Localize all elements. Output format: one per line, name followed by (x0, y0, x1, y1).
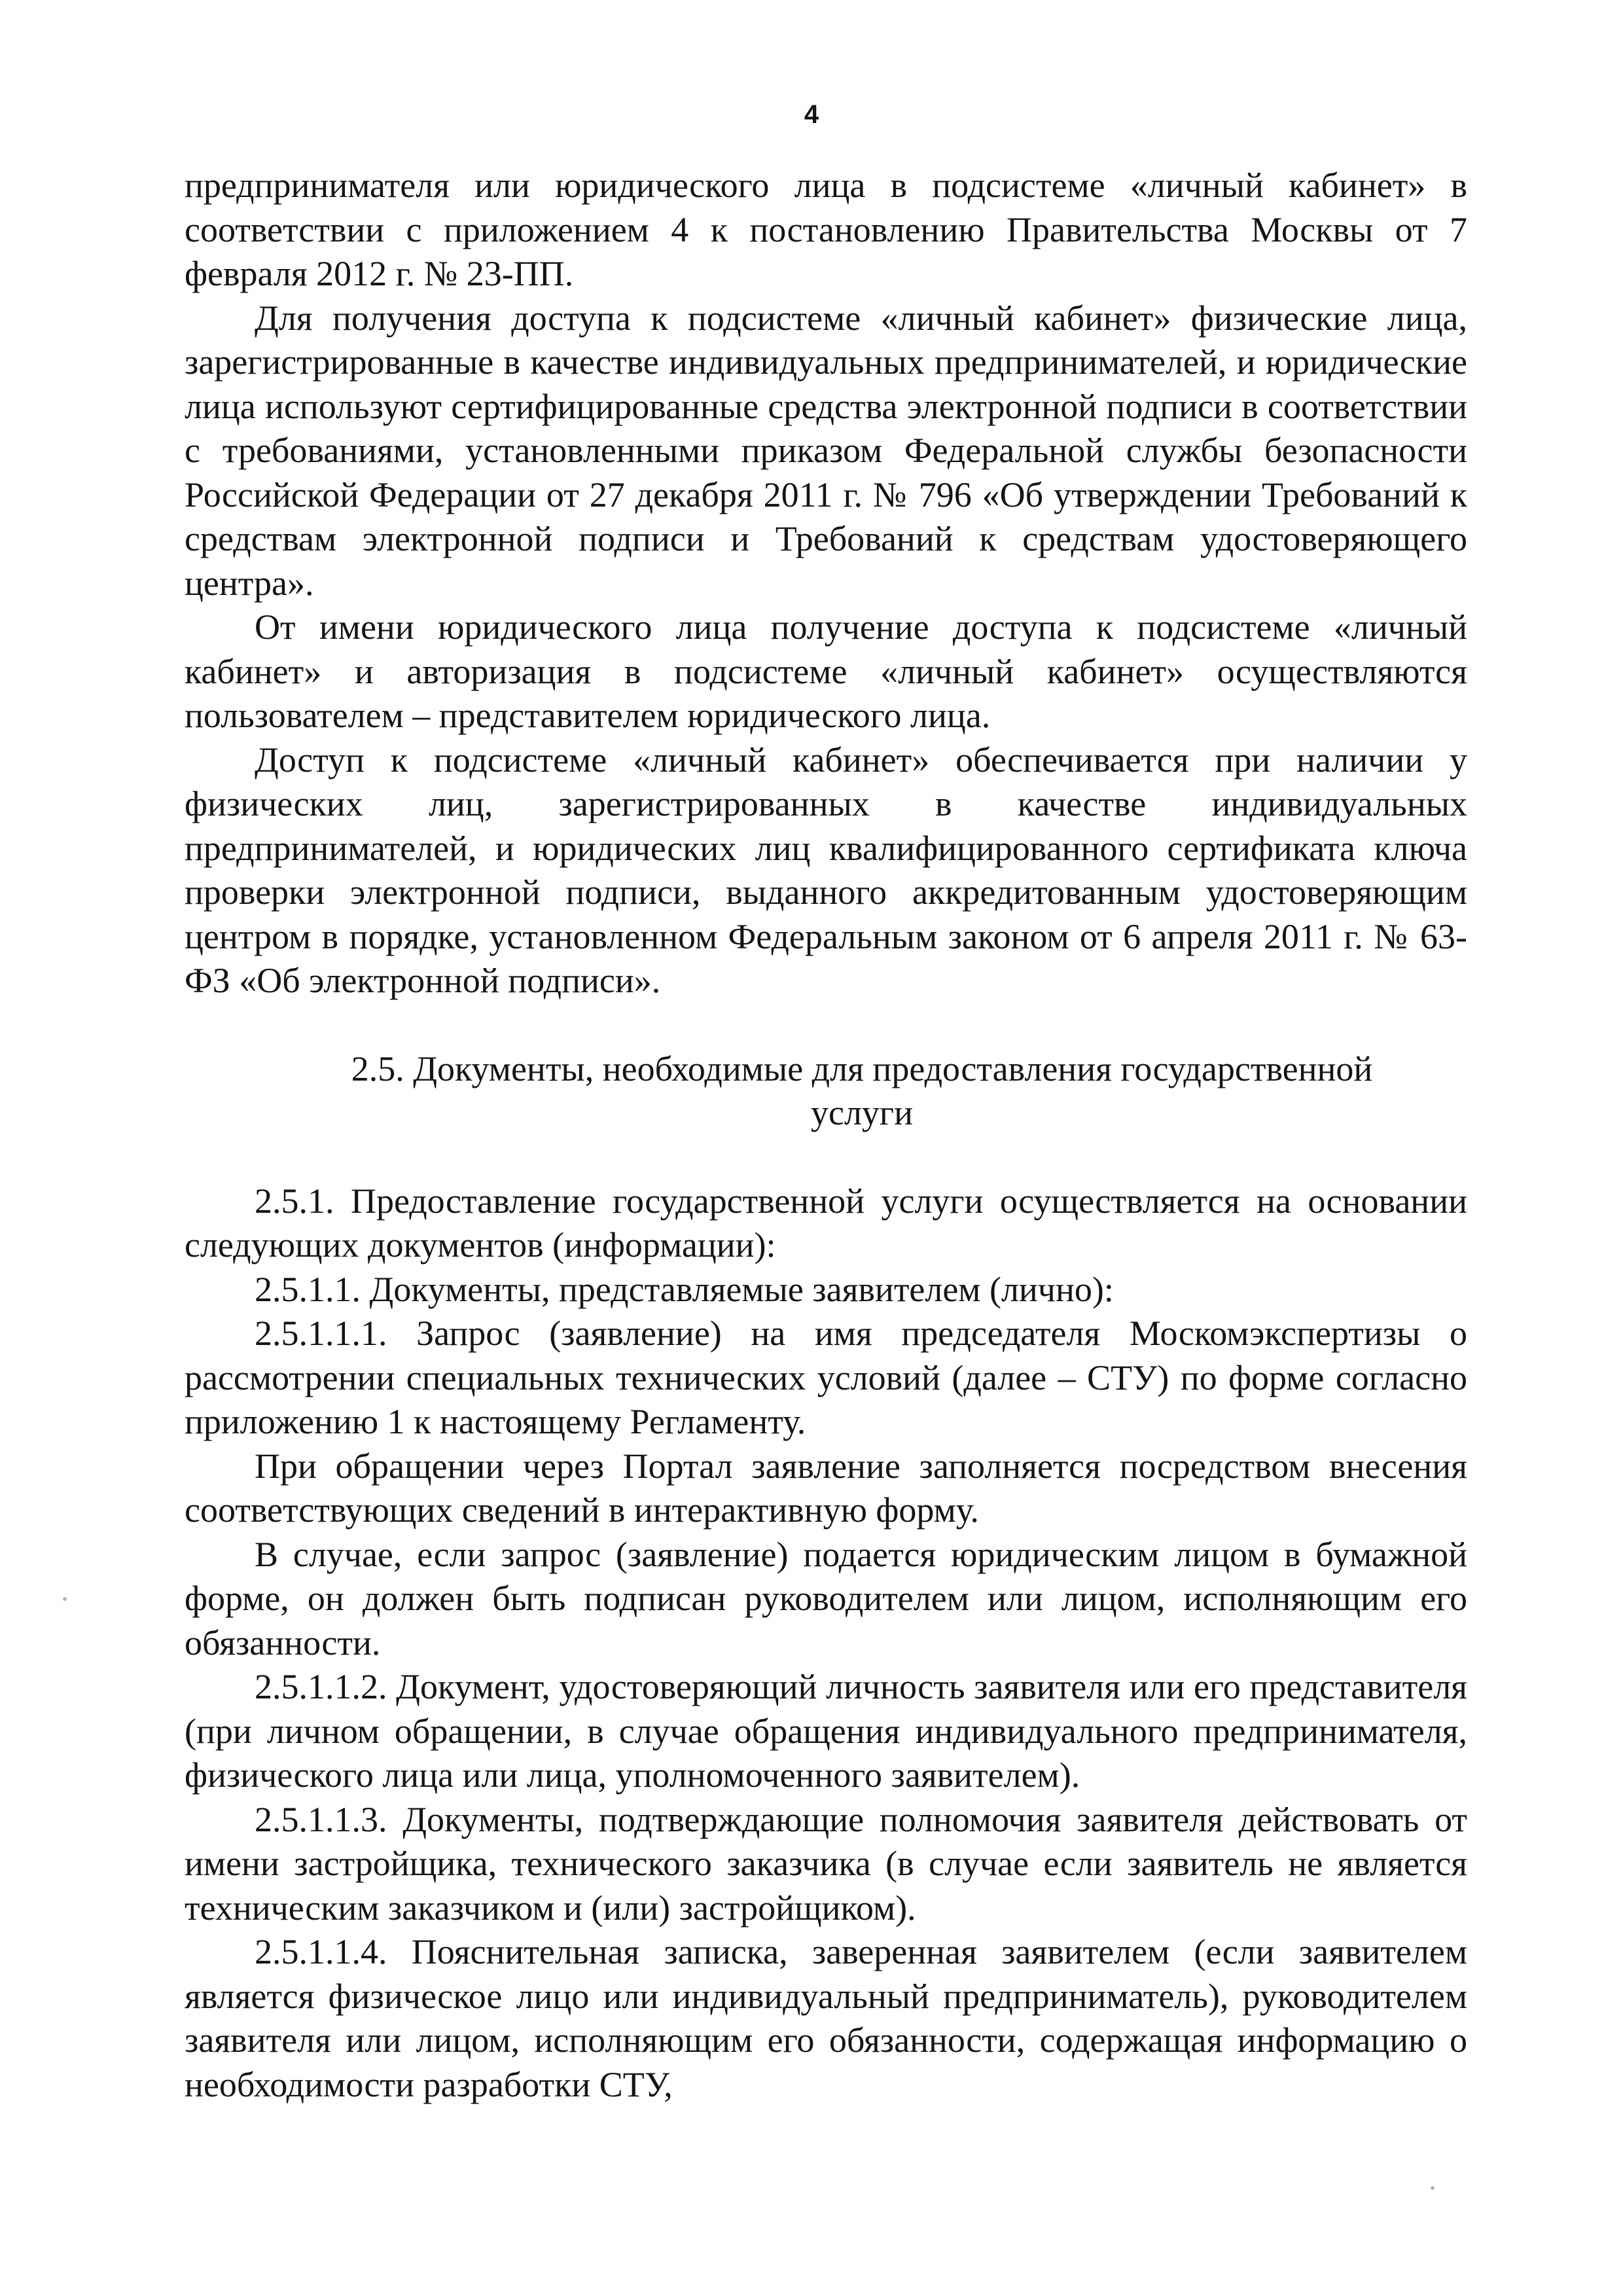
section-heading (185, 1047, 1467, 1136)
section-heading-line-1: 2.5. Документы, необходимые для предоставления государственной (351, 1049, 1373, 1088)
paragraph-2-5-1-1-3: 2.5.1.1.3. Документы, подтверждающие полномочия заявителя действовать от имени застройщика, технического заказчика (в случае если заявитель не является техническим заказчиком и (или) застройщиком). (185, 1799, 1467, 1928)
paragraph-2-5-1-1: 2.5.1.1. Документы, представляемые заявителем (лично): (255, 1269, 1114, 1309)
document-body (185, 164, 1467, 2107)
scan-speck (63, 1597, 67, 1601)
paragraph-portal-application: При обращении через Портал заявление заполняется посредством внесения соответствующих сведений в интерактивную форму. (185, 1446, 1467, 1530)
section-heading-line-2: услуги (811, 1093, 913, 1132)
paragraph-continuation: предпринимателя или юридического лица в подсистеме «личный кабинет» в соответствии с приложением 4 к постановлению Правительства Москвы от 7 февраля 2012 г. № 23-ПП. (185, 166, 1467, 293)
spacer (185, 1136, 1467, 1179)
paragraph-2-5-1-1-1: 2.5.1.1.1. Запрос (заявление) на имя председателя Москомэкспертизы о рассмотрении специальных технических условий (далее – СТУ) по форме согласно приложению 1 к настоящему Регламенту. (185, 1314, 1467, 1441)
paragraph-2-5-1-1-2: 2.5.1.1.2. Документ, удостоверяющий личность заявителя или его представителя (при личном обращении, в случае обращения индивидуального предпринимателя, физического лица или лица, уполномоченного заявителем). (185, 1667, 1467, 1795)
paragraph-paper-form: В случае, если запрос (заявление) подается юридическим лицом в бумажной форме, он должен быть подписан руководителем или лицом, исполняющим его обязанности. (185, 1534, 1467, 1662)
spacer (185, 1003, 1467, 1047)
paragraph-legal-entity-authorization: От имени юридического лица получение доступа к подсистеме «личный кабинет» и авторизация в подсистеме «личный кабинет» осуществляются пользователем – представителем юридического лица. (185, 607, 1467, 735)
scan-speck (1431, 2186, 1435, 2190)
paragraph-2-5-1: 2.5.1. Предоставление государственной услуги осуществляется на основании следующих документов (информации): (185, 1181, 1467, 1265)
paragraph-qualified-certificate: Доступ к подсистеме «личный кабинет» обеспечивается при наличии у физических лиц, зарегистрированных в качестве индивидуальных предпринимателей, и юридических лиц квалифицированного сертификата ключа проверки электронной подписи, выданного аккредитованным удостоверяющим центром в порядке, установленном Федеральным законом от 6 апреля 2011 г. № 63-ФЗ «Об электронной подписи». (185, 740, 1467, 1000)
paragraph-access-subsystem: Для получения доступа к подсистеме «личный кабинет» физические лица, зарегистрированные в качестве индивидуальных предпринимателей, и юридические лица используют сертифицированные средства электронной подписи в соответствии с требованиями, установленными приказом Федеральной службы безопасности Российской Федерации от 27 декабря 2011 г. № 796 «Об утверждении Требований к средствам электронной подписи и Требований к средствам удостоверяющего центра». (185, 298, 1467, 603)
page-number: 4 (804, 100, 819, 129)
paragraph-2-5-1-1-4: 2.5.1.1.4. Пояснительная записка, заверенная заявителем (если заявителем является физическое лицо или индивидуальный предприниматель), руководителем заявителя или лицом, исполняющим его обязанности, содержащая информацию о необходимости разработки СТУ, (185, 1932, 1467, 2104)
